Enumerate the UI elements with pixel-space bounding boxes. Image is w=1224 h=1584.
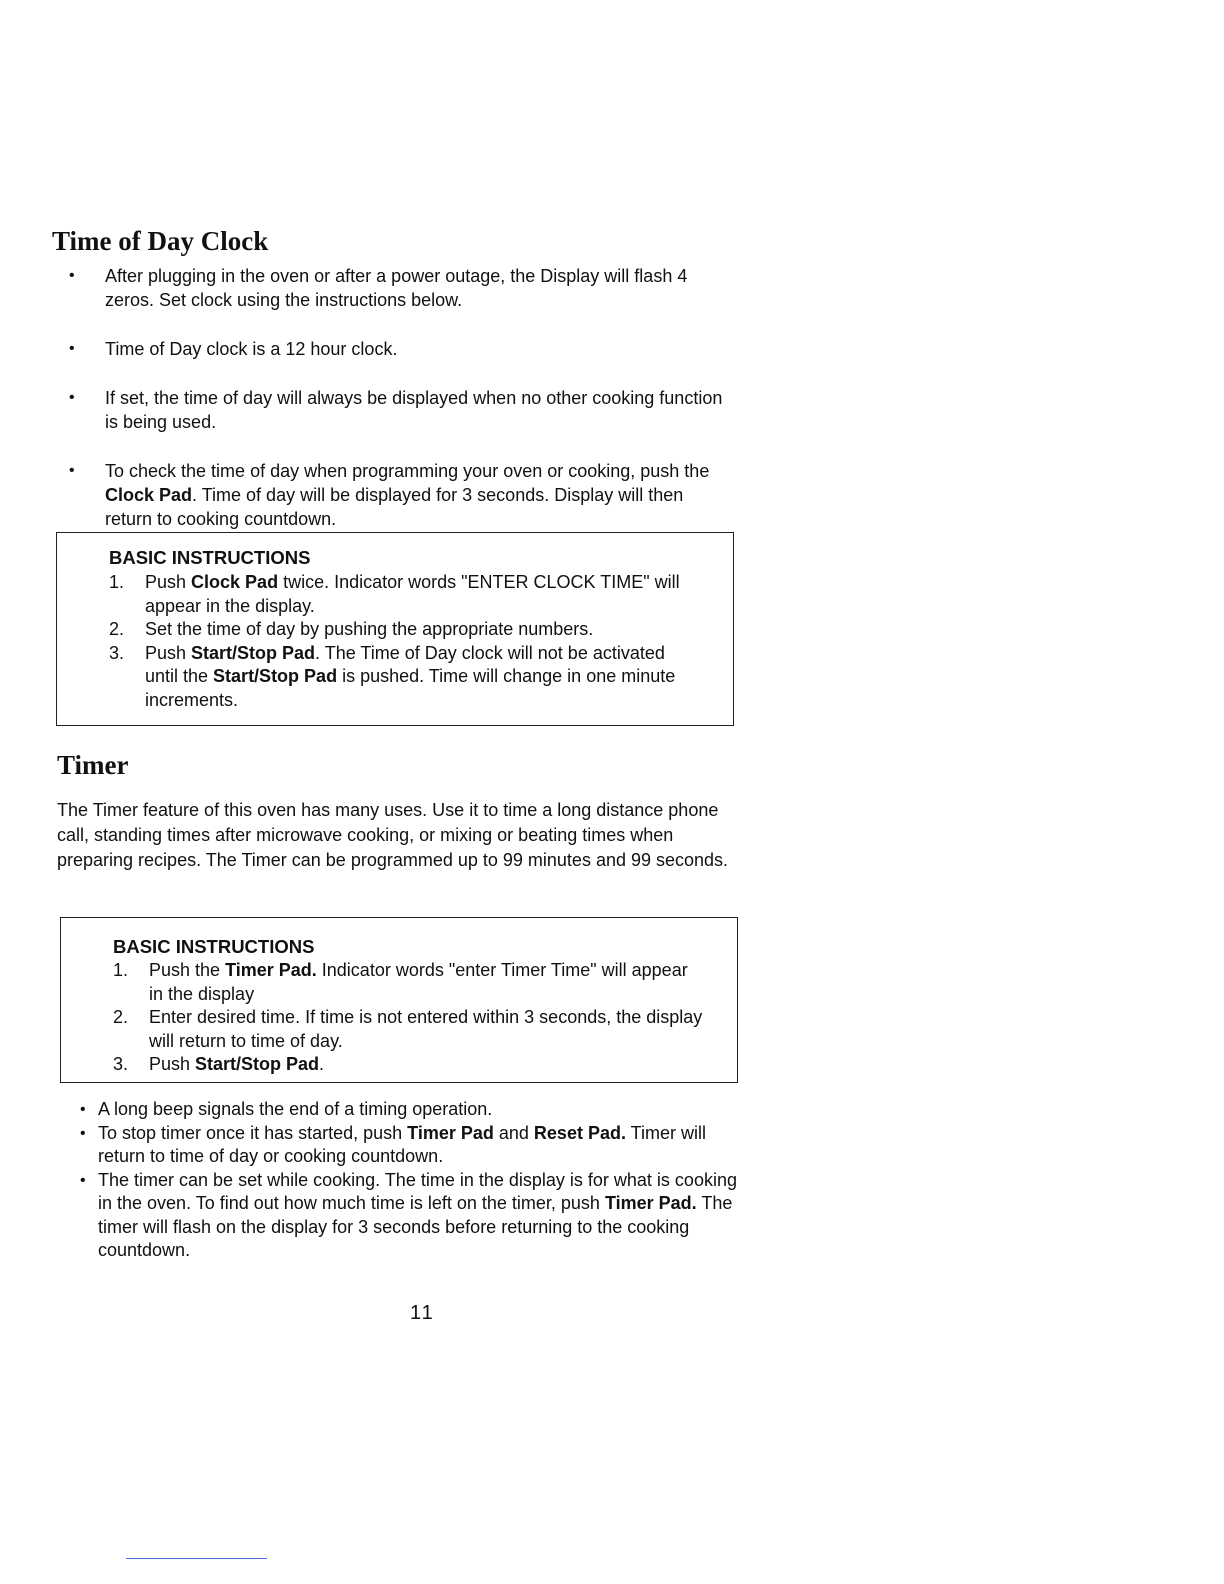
box-heading: BASIC INSTRUCTIONS (113, 936, 315, 957)
step-number: 2. (109, 619, 125, 639)
step-item (113, 959, 703, 1006)
reset-pad-label: Reset Pad. (533, 1122, 626, 1143)
text-run: The timer can be set while cooking. The time in the display is for what is cooking in the oven. To find out how much time is left on the timer, push (98, 1169, 737, 1213)
list-item (58, 1122, 744, 1169)
clock-instructions-box (56, 532, 734, 726)
step-number: 2. (113, 1007, 129, 1027)
start-stop-pad-label: Start/Stop Pad (191, 642, 316, 663)
list-item (52, 264, 732, 312)
section-title-clock: Time of Day Clock (52, 226, 269, 256)
list-item (58, 1169, 744, 1263)
clock-pad-label: Clock Pad (191, 572, 279, 592)
step-item (113, 1053, 703, 1077)
timer-steps-list (113, 959, 703, 1077)
text-run: To check the time of day when programming your oven or cooking, push the (105, 461, 710, 481)
bullet-icon: • (80, 1124, 86, 1142)
text-run: Push the (149, 960, 226, 980)
text-run: is pushed. Time will change in one minute increments. (145, 666, 676, 710)
bullet-icon: • (80, 1171, 86, 1189)
timer-note-3-text (98, 1170, 737, 1261)
box-heading: BASIC INSTRUCTIONS (109, 547, 311, 568)
timer-pad-label: Timer Pad. (225, 960, 317, 980)
step-number: 1. (109, 572, 125, 592)
footer-rule (126, 1558, 267, 1559)
text-run: and (493, 1122, 534, 1143)
clock-bullet-2-text: Time of Day clock is a 12 hour clock. (105, 339, 398, 359)
text-run: Push (149, 1054, 196, 1074)
clock-bullet-3-text: If set, the time of day will always be displayed when no other cooking function is being used. (105, 388, 723, 432)
timer-pad-label: Timer Pad (407, 1122, 494, 1143)
bullet-icon: • (69, 462, 75, 479)
section-title-timer: Timer (57, 750, 129, 780)
text-run: Timer will return to time of day or cooking countdown. (98, 1122, 706, 1166)
clock-pad-label: Clock Pad (105, 485, 193, 505)
text-run: To stop timer once it has started, push (98, 1122, 408, 1143)
text-run: twice. Indicator words "ENTER CLOCK TIME" will appear in the display. (145, 572, 680, 616)
clock-bullet-4-text (105, 461, 709, 529)
text-run: Indicator words "enter Timer Time" will appear in the display (149, 960, 688, 1004)
list-item (52, 386, 732, 434)
start-stop-pad-label: Start/Stop Pad (213, 666, 338, 686)
clock-bullet-1-text: After plugging in the oven or after a power outage, the Display will flash 4 zeros. Set clock using the instructions below. (105, 266, 688, 310)
text-run: . Time of day will be displayed for 3 seconds. Display will then return to cooking countdown. (105, 485, 684, 529)
timer-notes-list (58, 1098, 744, 1263)
clock-steps-list (109, 571, 699, 712)
text-run: Set the time of day by pushing the appropriate numbers. (145, 619, 594, 639)
list-item (52, 459, 732, 531)
start-stop-pad-label: Start/Stop Pad (195, 1054, 320, 1074)
step-item (109, 618, 699, 642)
timer-instructions-box (60, 917, 738, 1083)
timer-pad-label: Timer Pad. (604, 1193, 697, 1213)
bullet-icon: • (69, 389, 75, 406)
step-number: 1. (113, 960, 129, 980)
text-run: The timer will flash on the display for 3 seconds before returning to the cooking countdown. (98, 1193, 733, 1260)
text-run: Enter desired time. If time is not entered within 3 seconds, the display will return to time of day. (149, 1007, 703, 1051)
step-number: 3. (113, 1054, 129, 1074)
clock-bullet-list (52, 264, 732, 531)
timer-note-2-text (98, 1123, 706, 1167)
text-run: Push (145, 642, 192, 663)
step-item (109, 642, 699, 713)
step-item (109, 571, 699, 618)
step-item (113, 1006, 703, 1053)
timer-intro: The Timer feature of this oven has many uses. Use it to time a long distance phone call, standing times after microwave cooking, or mixing or beating times when preparing recipes. The Timer can be programmed up to 99 minutes and 99 seconds. (57, 800, 729, 870)
bullet-icon: • (69, 267, 75, 284)
page-number: 11 (410, 1302, 435, 1324)
text-run: Push (145, 572, 192, 592)
timer-note-1-text: A long beep signals the end of a timing operation. (98, 1099, 493, 1119)
bullet-icon: • (80, 1101, 86, 1118)
list-item (58, 1098, 744, 1122)
text-run: . The Time of Day clock will not be activated until the (145, 642, 665, 686)
list-item (52, 337, 732, 361)
step-number: 3. (109, 642, 125, 663)
text-run: . (319, 1054, 325, 1074)
bullet-icon: • (69, 340, 75, 357)
